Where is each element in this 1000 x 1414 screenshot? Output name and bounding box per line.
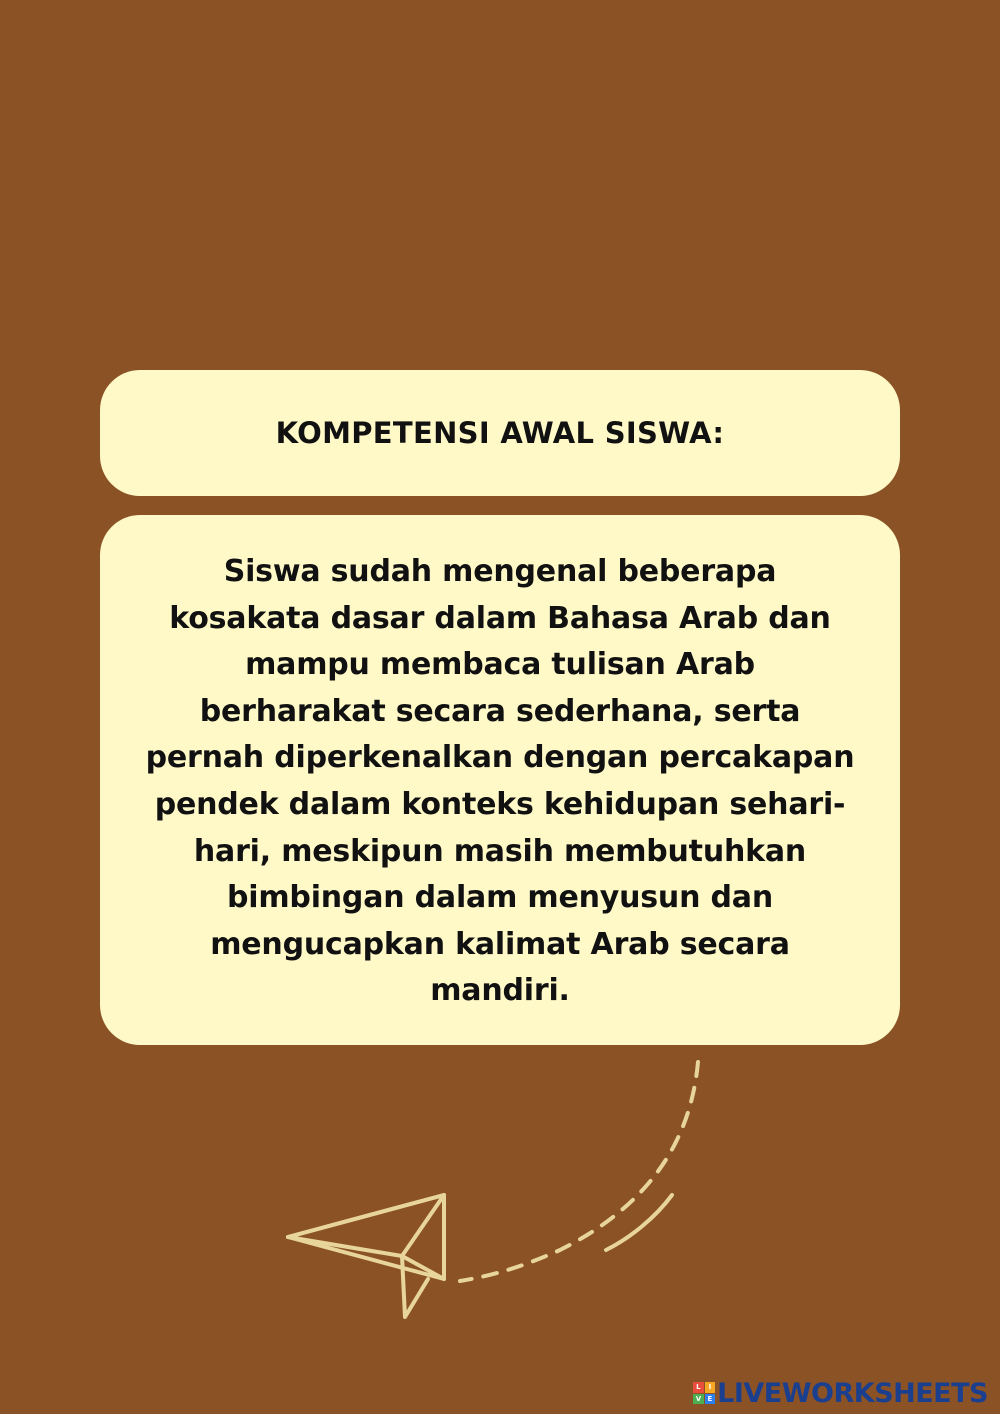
description-line: Siswa sudah mengenal beberapa: [223, 554, 777, 589]
logo-letter: L: [693, 1382, 704, 1393]
description-line: mengucapkan kalimat Arab secara: [210, 926, 790, 962]
logo-text: LIVEWORKSHEETS: [717, 1377, 988, 1409]
logo-letter: V: [693, 1394, 704, 1405]
description-line: mandiri.: [430, 973, 570, 1009]
logo-mark-icon: [693, 1382, 715, 1404]
liveworksheets-logo: [693, 1376, 988, 1410]
logo-letter: I: [705, 1382, 716, 1393]
description-line: mampu membaca tulisan Arab: [245, 647, 755, 683]
description-card: [100, 515, 900, 1045]
description-line: pernah diperkenalkan dengan percakapan: [145, 740, 855, 776]
description-line: hari, meskipun masih membutuhkan: [193, 833, 807, 869]
description-text: [122, 549, 878, 1015]
paper-plane-icon: [270, 1050, 720, 1340]
logo-letter: E: [705, 1394, 716, 1405]
flight-path-solid: [606, 1195, 672, 1250]
title-card: [100, 370, 900, 496]
description-line: kosakata dasar dalam Bahasa Arab dan: [169, 600, 831, 636]
page-title: KOMPETENSI AWAL SISWA:: [275, 416, 725, 450]
flight-path-dashed: [460, 1062, 698, 1281]
description-line: berharakat secara sederhana, serta: [199, 693, 801, 729]
description-line: pendek dalam konteks kehidupan sehari-: [154, 786, 846, 822]
description-line: bimbingan dalam menyusun dan: [227, 880, 773, 916]
